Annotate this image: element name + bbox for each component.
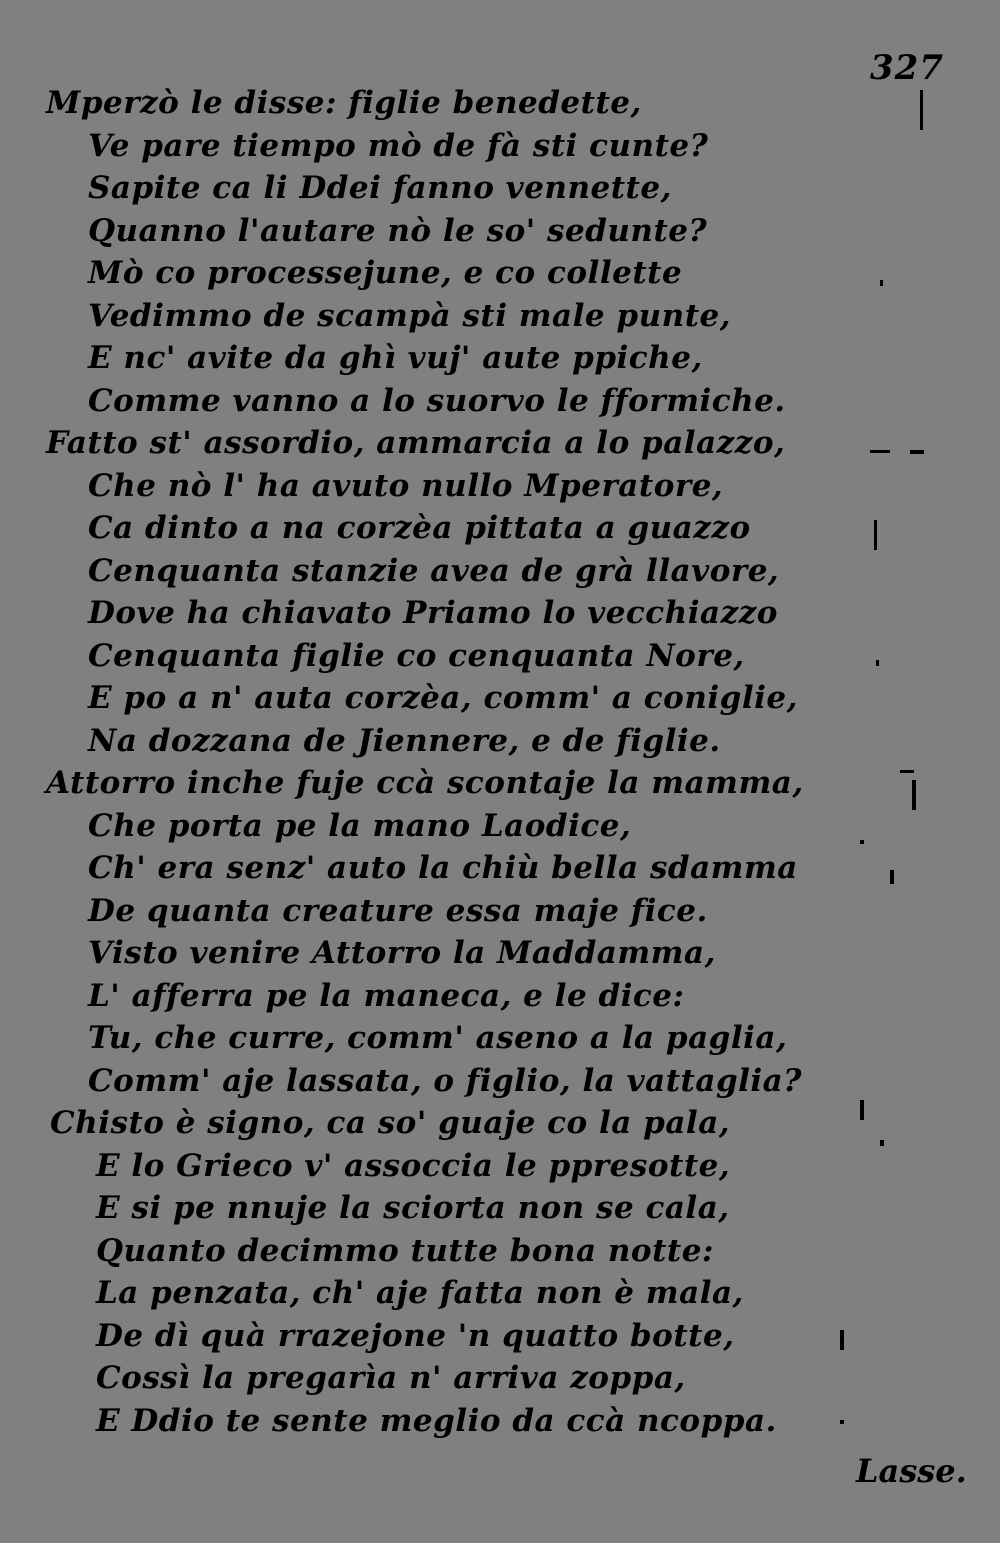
verse-line: Mò co processejune, e co collette xyxy=(88,255,683,291)
verse-line: Ch' era senz' auto la chiù bella sdamma xyxy=(88,850,798,886)
verse-line: Quanto decimmo tutte bona notte: xyxy=(96,1232,714,1269)
verse-line: De dì quà rrazejone 'n quatto botte, xyxy=(96,1317,735,1354)
verse-line: Ca dinto a na corzèa pittata a guazzo xyxy=(88,510,751,546)
verse-line: Comme vanno a lo suorvo le fformiche. xyxy=(88,382,786,419)
verse-line: E Ddio te sente meglio da ccà ncoppa. xyxy=(96,1402,777,1439)
verse-line: De quanta creature essa maje fice. xyxy=(88,892,708,929)
verse-line: Che nò l' ha avuto nullo Mperatore, xyxy=(88,467,724,504)
verse-line: Mperzò le disse: figlie benedette, xyxy=(46,85,642,121)
verse-line: Fatto st' assordio, ammarcia a lo palazzo, xyxy=(46,425,786,461)
verse-line: E si pe nnuje la sciorta non se cala, xyxy=(96,1190,730,1226)
verse-line: Vedimmo de scampà sti male punte, xyxy=(88,297,732,334)
verse-line: Ve pare tiempo mò de fà sti cunte? xyxy=(88,127,709,164)
verse-line: Chisto è signo, ca so' guaje co la pala, xyxy=(50,1105,731,1141)
verse-line: E nc' avite da ghì vuj' aute ppiche, xyxy=(88,340,703,376)
page-number: 327 xyxy=(870,48,944,88)
verse-line: E lo Grieco v' assoccia le ppresotte, xyxy=(96,1147,731,1184)
verse-line: E po a n' auta corzèa, comm' a coniglie, xyxy=(88,680,798,716)
verse-line: Sapite ca li Ddei fanno vennette, xyxy=(88,170,672,206)
verse-line: Visto venire Attorro la Maddamma, xyxy=(88,935,716,971)
verse-line: Attorro inche fuje ccà scontaje la mamma, xyxy=(46,765,804,801)
print-specks xyxy=(820,80,930,1480)
verse-line: Cenquanta figlie co cenquanta Nore, xyxy=(88,637,745,674)
verse-line: Comm' aje lassata, o figlio, la vattaglia? xyxy=(88,1062,802,1099)
verse-line: Na dozzana de Jiennere, e de figlie. xyxy=(88,722,721,759)
verse-line: Cenquanta stanzie avea de grà llavore, xyxy=(88,552,780,589)
verse-line: Tu, che curre, comm' aseno a la paglia, xyxy=(88,1020,788,1056)
verse-line: L' afferra pe la maneca, e le dice: xyxy=(88,977,685,1014)
catchword: Lasse. xyxy=(856,1452,967,1490)
verse-line: La penzata, ch' aje fatta non è mala, xyxy=(96,1275,744,1311)
verse-line: Cossì la pregarìa n' arriva zoppa, xyxy=(96,1360,686,1396)
verse-line: Dove ha chiavato Priamo lo vecchiazzo xyxy=(88,595,778,631)
verse-line: Quanno l'autare nò le so' sedunte? xyxy=(88,212,708,249)
verse-line: Che porta pe la mano Laodice, xyxy=(88,807,632,844)
